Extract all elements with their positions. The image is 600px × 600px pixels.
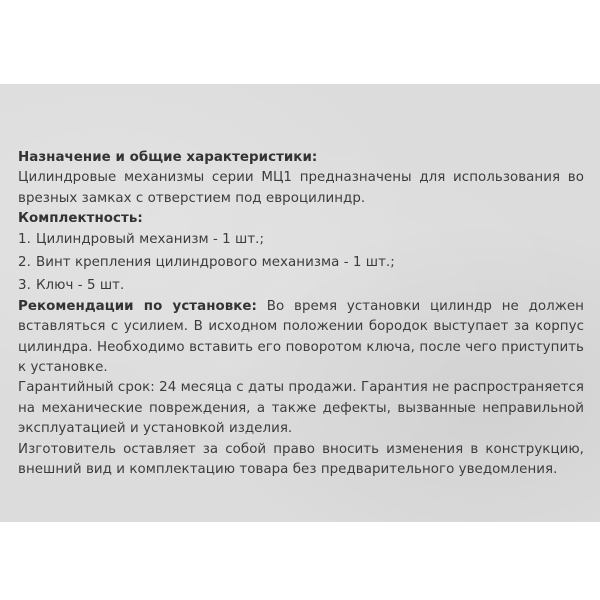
manufacturer-paragraph: Изготовитель оставляет за собой право вносить изменения в конструкцию, внешний вид и комплектацию товара без предварительного уведомления. — [18, 441, 584, 478]
kit-item-number: 2. — [18, 255, 31, 271]
kit-item — [18, 230, 584, 250]
kit-heading: Комплектность: — [18, 211, 143, 227]
kit-item-text: Ключ - 5 шт. — [36, 278, 125, 294]
kit-item-text: Цилиндровый механизм - 1 шт.; — [36, 231, 265, 247]
kit-item-text: Винт крепления цилиндрового механизма - 1 шт.; — [36, 255, 395, 271]
install-heading: Рекомендации по установке: — [18, 298, 257, 314]
instruction-text — [18, 148, 584, 481]
kit-item — [18, 276, 584, 296]
warranty-paragraph: Гарантийный срок: 24 месяца с даты продажи. Гарантия не распространяется на механические повреждения, а также дефекты, вызванные неправильной эксплуатацией и установкой изделия. — [18, 380, 584, 437]
instruction-sheet — [0, 84, 600, 522]
purpose-body: Цилиндровые механизмы серии МЦ1 предназначены для использования во врезных замках с отверстием под евроцилиндр. — [18, 170, 584, 206]
kit-item-number: 3. — [18, 278, 31, 294]
install-paragraph — [18, 297, 584, 379]
purpose-heading: Назначение и общие характеристики: — [18, 150, 318, 165]
kit-item-number: 1. — [18, 231, 31, 247]
install-body: Во время установки цилиндр не должен вставляться с усилием. В исходном положении бородок выступает за корпус цилиндра. Необходимо вставить его поворотом ключа, после чего приступить к установке. — [18, 298, 584, 376]
kit-item — [18, 253, 584, 273]
